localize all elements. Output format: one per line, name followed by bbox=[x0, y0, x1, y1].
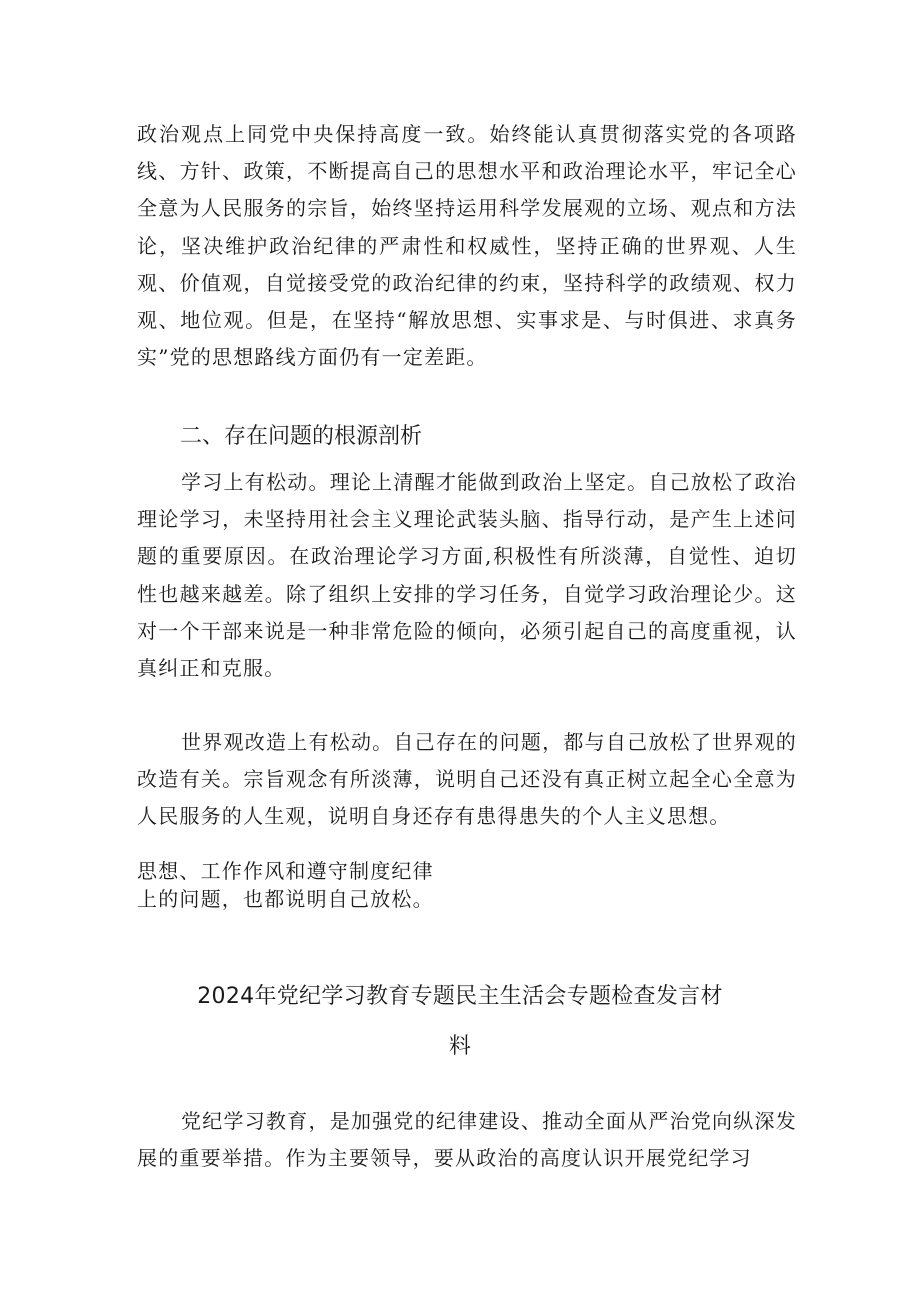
section-heading-root-causes: 二、存在问题的根源剖析 bbox=[180, 424, 423, 449]
paragraph-study-looseness: 学习上有松动。理论上清醒才能做到政治上坚定。自己放松了政治理论学习，未坚持用社会主义理论武装头脑、指导行动，是产生上述问题的重要原因。在政治理论学习方面,积极性有所淡薄，自觉性、迫切性也越来越差。除了组织上安排的学习任务，自觉学习政治理论少。这对一个干部来说是一种非常危险的倾向，必须引起自己的高度重视，认真纠正和克服。 bbox=[137, 470, 797, 681]
document-title-line: 料 bbox=[448, 1034, 472, 1059]
document-title bbox=[140, 972, 780, 1072]
paragraph-fragment-line: 上的问题，也都说明自己放松。 bbox=[137, 887, 434, 911]
paragraph-party-discipline-education: 党纪学习教育，是加强党的纪律建设、推动全面从严治党向纵深发展的重要举措。作为主要领导，要从政治的高度认识开展党纪学习 bbox=[137, 1109, 797, 1171]
paragraph-fragment-line: 思想、工作作风和遵守制度纪律 bbox=[137, 859, 434, 883]
document-title-line: 2024年党纪学习教育专题民主生活会专题检查发言材 bbox=[197, 984, 723, 1009]
paragraph-political-view: 政治观点上同党中央保持高度一致。始终能认真贯彻落实党的各项路线、方针、政策，不断提高自己的思想水平和政治理论水平，牢记全心全意为人民服务的宗旨，始终坚持运用科学发展观的立场、观点和方法论，坚决维护政治纪律的严肃性和权威性，坚持正确的世界观、人生观、价值观，自觉接受党的政治纪律的约束，坚持科学的政绩观、权力观、地位观。但是，在坚持“解放思想、实事求是、与时俱进、求真务实”党的思想路线方面仍有一定差距。 bbox=[137, 122, 797, 370]
paragraph-worldview-looseness: 世界观改造上有松动。自己存在的问题，都与自己放松了世界观的改造有关。宗旨观念有所淡薄，说明自己还没有真正树立起全心全意为人民服务的人生观，说明自身还存有患得患失的个人主义思想。 bbox=[137, 730, 797, 829]
